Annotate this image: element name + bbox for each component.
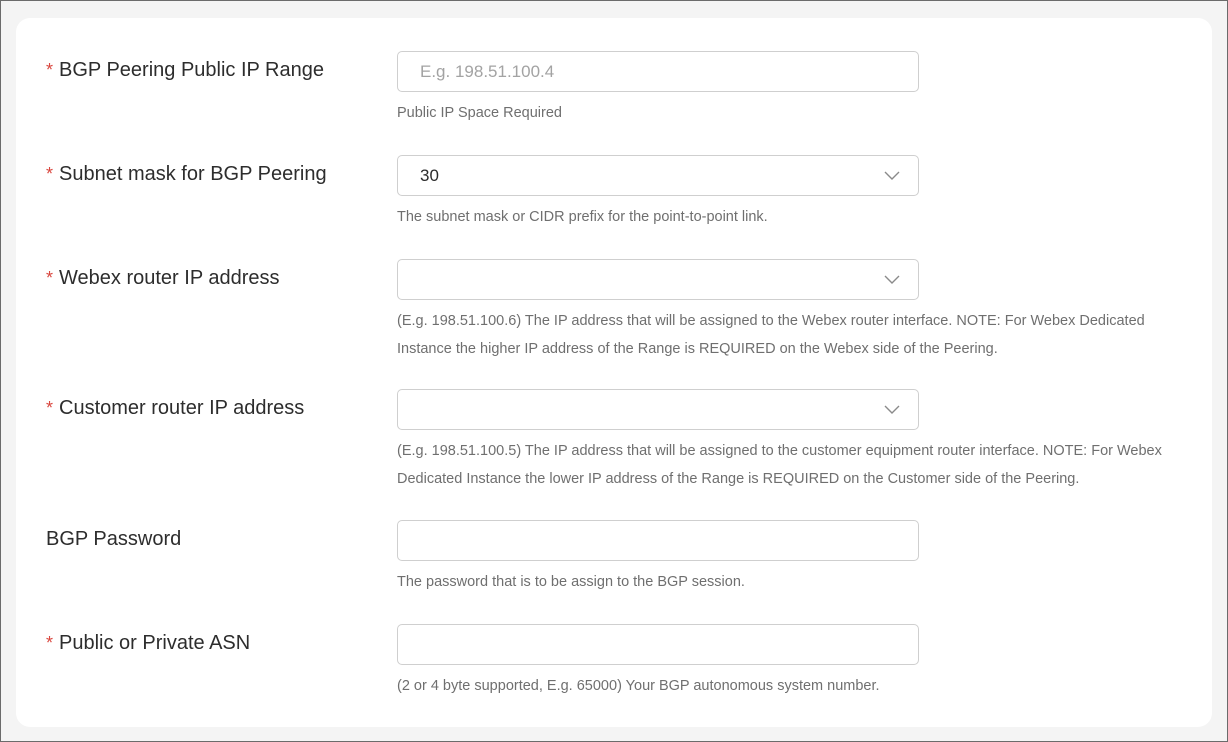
field-label [46, 631, 250, 655]
field-label [46, 527, 181, 551]
field-label-text: Public or Private ASN [59, 632, 251, 654]
field-label-text: Subnet mask for BGP Peering [59, 163, 327, 185]
field-help-text: The password that is to be assign to the BGP session. [397, 574, 745, 590]
field-label-text: Customer router IP address [59, 397, 305, 419]
field-help-text: (E.g. 198.51.100.6) The IP address that will be assigned to the Webex router interface. NOTE: For Webex Dedicated Instance the higher IP address of the Range is REQUIRED on the Webex side of the Peering. [397, 313, 1145, 357]
customer-router-ip-select[interactable] [397, 389, 919, 430]
bgp-peering-form [16, 18, 1212, 727]
bgp-password-input[interactable] [398, 521, 918, 560]
bgp-password-input-wrapper [397, 520, 919, 561]
field-label-text: BGP Password [46, 528, 182, 550]
field-label [46, 58, 324, 82]
asn-input-wrapper [397, 624, 919, 665]
field-label-text: BGP Peering Public IP Range [59, 59, 324, 81]
ip-range-input[interactable] [398, 52, 918, 91]
field-label [46, 266, 280, 290]
chevron-down-icon [884, 402, 900, 416]
subnet-mask-select[interactable] [397, 155, 919, 196]
required-marker: * [46, 60, 54, 80]
field-help-text: Public IP Space Required [397, 105, 562, 121]
required-marker: * [46, 633, 54, 653]
required-marker: * [46, 398, 54, 418]
select-value: 30 [420, 166, 439, 185]
webex-router-ip-select[interactable] [397, 259, 919, 300]
ip-range-input-wrapper [397, 51, 919, 92]
field-help-text: (E.g. 198.51.100.5) The IP address that will be assigned to the customer equipment router interface. NOTE: For Webex Dedicated Instance the lower IP address of the Range is REQUIRED on the Customer side of the Peering. [397, 443, 1162, 487]
field-help-text: (2 or 4 byte supported, E.g. 65000) Your BGP autonomous system number. [397, 678, 880, 694]
field-label-text: Webex router IP address [59, 267, 280, 289]
chevron-down-icon [884, 272, 900, 286]
asn-input[interactable] [398, 625, 918, 664]
required-marker: * [46, 268, 54, 288]
field-label [46, 396, 304, 420]
chevron-down-icon [884, 168, 900, 182]
field-help-text: The subnet mask or CIDR prefix for the point-to-point link. [397, 209, 768, 225]
required-marker: * [46, 164, 54, 184]
field-label [46, 162, 327, 186]
